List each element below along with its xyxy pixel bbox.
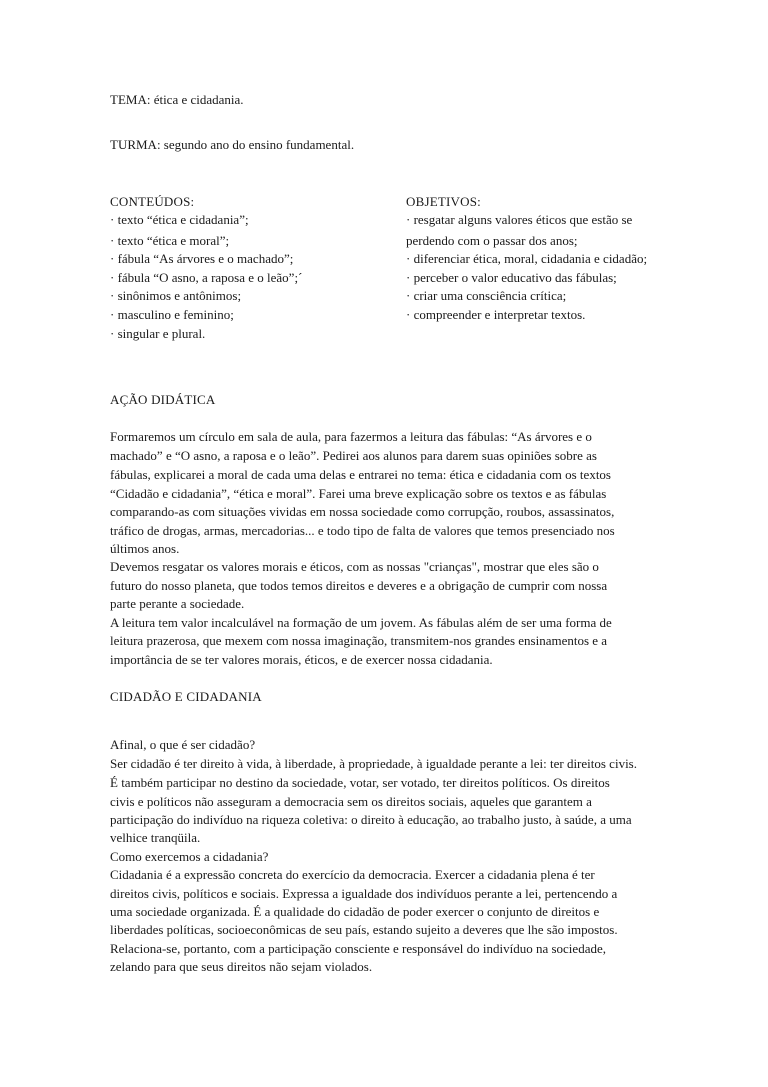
- acao-didatica-line: Formaremos um círculo em sala de aula, para fazermos a leitura das fábulas: “As árvores e o: [110, 429, 592, 444]
- cidadao-line: Afinal, o que é ser cidadão?: [110, 737, 256, 752]
- conteudos-item: · masculino e feminino;: [110, 307, 234, 322]
- acao-didatica-line: A leitura tem valor incalculável na formação de um jovem. As fábulas além de ser uma forma de: [110, 615, 612, 630]
- acao-didatica-line: comparando-as com situações vividas em nossa sociedade como corrupção, roubos, assassinatos,: [110, 504, 615, 519]
- acao-didatica-line: importância de se ter valores morais, éticos, e de exercer nossa cidadania.: [110, 652, 493, 667]
- acao-didatica-line: “Cidadão e cidadania”, “ética e moral”. Farei uma breve explicação sobre os textos e as fábulas: [110, 486, 607, 501]
- cidadao-line: direitos civis, políticos e sociais. Expressa a igualdade dos indivíduos perante a lei, pertencendo a: [110, 886, 618, 901]
- conteudos-item: · fábula “As árvores e o machado”;: [110, 251, 294, 266]
- cidadao-line: Ser cidadão é ter direito à vida, à liberdade, à propriedade, à igualdade perante a lei: ter direitos civis.: [110, 756, 637, 771]
- conteudos-item: · fábula “O asno, a raposa e o leão”;´: [110, 270, 303, 285]
- cidadao-line: É também participar no destino da sociedade, votar, ser votado, ter direitos políticos. Os direitos: [110, 775, 610, 790]
- acao-didatica-line: futuro do nosso planeta, que todos temos direitos e deveres e a obrigação de cumprir com nossa: [110, 578, 608, 593]
- objetivos-line: perdendo com o passar dos anos;: [406, 233, 578, 248]
- conteudos-item: · texto “ética e moral”;: [110, 233, 230, 248]
- cidadao-line: uma sociedade organizada. É a qualidade do cidadão de poder exercer o conjunto de direitos e: [110, 904, 600, 919]
- acao-didatica-line: machado” e “O asno, a raposa e o leão”. Pedirei aos alunos para darem suas opiniões sobre as: [110, 448, 597, 463]
- cidadao-line: velhice tranqüila.: [110, 830, 201, 845]
- cidadao-title: CIDADÃO E CIDADANIA: [110, 689, 262, 704]
- cidadao-line: Como exercemos a cidadania?: [110, 849, 269, 864]
- objetivos-line: · diferenciar ética, moral, cidadania e cidadão;: [406, 251, 648, 266]
- turma-line: TURMA: segundo ano do ensino fundamental.: [110, 137, 355, 152]
- document-page: [110, 0, 660, 1087]
- acao-didatica-line: tráfico de drogas, armas, mercadorias... e todo tipo de falta de valores que temos presenciado nos: [110, 523, 615, 538]
- objetivos-line: · compreender e interpretar textos.: [406, 307, 586, 322]
- cidadao-line: participação do indivíduo na riqueza coletiva: o direito à educação, ao trabalho justo, à saúde, a uma: [110, 812, 632, 827]
- acao-didatica-title: AÇÃO DIDÁTICA: [110, 392, 216, 407]
- cidadao-line: Cidadania é a expressão concreta do exercício da democracia. Exercer a cidadania plena é ter: [110, 867, 595, 882]
- acao-didatica-line: últimos anos.: [110, 541, 180, 556]
- conteudos-item: · texto “ética e cidadania”;: [110, 212, 249, 227]
- conteudos-item: · singular e plural.: [110, 326, 206, 341]
- conteudos-title: CONTEÚDOS:: [110, 194, 195, 209]
- objetivos-title: OBJETIVOS:: [406, 194, 481, 209]
- cidadao-line: zelando para que seus direitos não sejam violados.: [110, 959, 373, 974]
- acao-didatica-line: Devemos resgatar os valores morais e éticos, com as nossas "crianças", mostrar que eles são o: [110, 559, 599, 574]
- acao-didatica-line: leitura prazerosa, que mexem com nossa imaginação, transmitem-nos grandes ensinamentos e a: [110, 633, 608, 648]
- cidadao-line: civis e políticos não asseguram a democracia sem os direitos sociais, aqueles que garantem a: [110, 794, 592, 809]
- objetivos-line: · perceber o valor educativo das fábulas;: [406, 270, 617, 285]
- conteudos-item: · sinônimos e antônimos;: [110, 288, 242, 303]
- cidadao-line: Relaciona-se, portanto, com a participação consciente e responsável do indivíduo na sociedade,: [110, 941, 606, 956]
- acao-didatica-line: fábulas, explicarei a moral de cada uma delas e entrarei no tema: ética e cidadania com os textos: [110, 467, 611, 482]
- objetivos-line: · resgatar alguns valores éticos que estão se: [406, 212, 633, 227]
- objetivos-line: · criar uma consciência crítica;: [406, 288, 567, 303]
- tema-line: TEMA: ética e cidadania.: [110, 92, 244, 107]
- cidadao-line: liberdades políticas, socioeconômicas de seu país, estando sujeito a deveres que lhe são impostos.: [110, 922, 618, 937]
- acao-didatica-line: parte perante a sociedade.: [110, 596, 245, 611]
